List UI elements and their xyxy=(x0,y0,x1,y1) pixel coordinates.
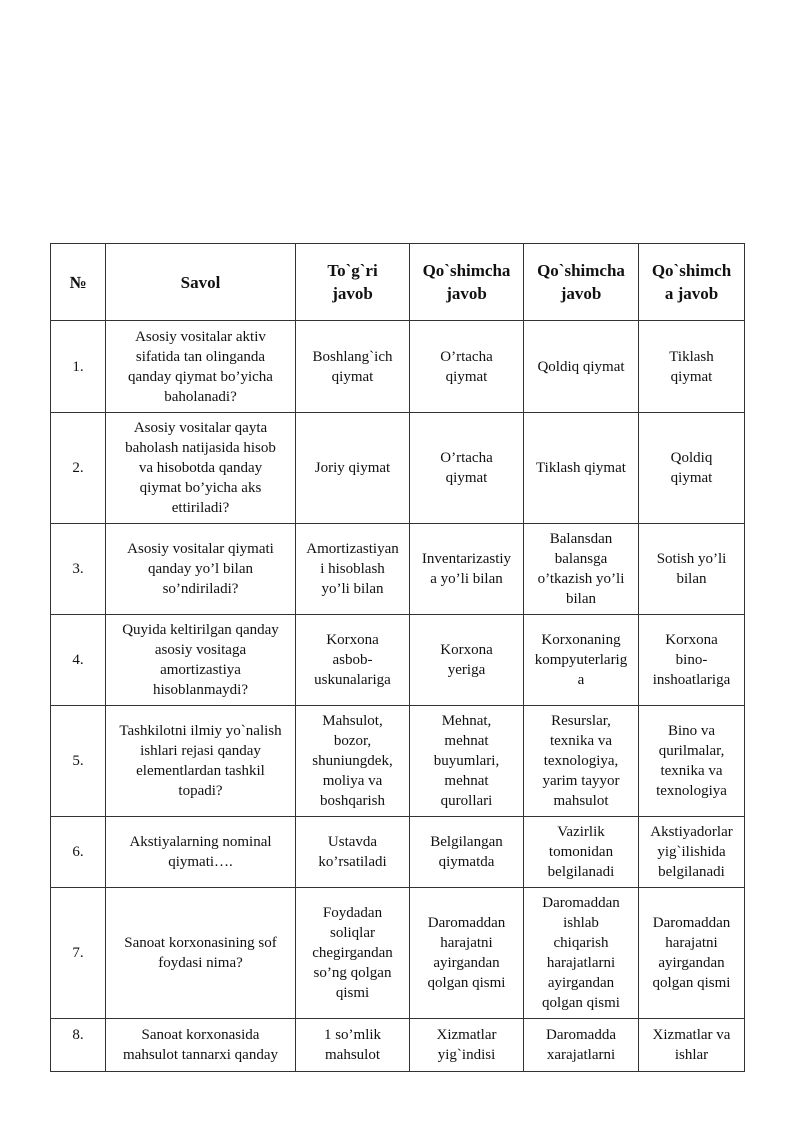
alt-answer-1-cell: Daromaddan harajatni ayirgandan qolgan qismi xyxy=(410,888,524,1019)
question-cell: Sanoat korxonasining sof foydasi nima? xyxy=(106,888,296,1019)
table-row xyxy=(51,817,745,888)
question-cell: Asosiy vositalar aktiv sifatida tan olinganda qanday qiymat bo’yicha baholanadi? xyxy=(106,321,296,413)
header-question: Savol xyxy=(106,244,296,321)
alt-answer-2-cell: Daromadda xarajatlarni xyxy=(524,1019,639,1072)
table-row xyxy=(51,615,745,706)
alt-answer-1-cell: Korxona yeriga xyxy=(410,615,524,706)
correct-answer-cell: Mahsulot, bozor, shuniungdek, moliya va boshqarish xyxy=(296,706,410,817)
alt-answer-1-cell: O’rtacha qiymat xyxy=(410,321,524,413)
alt-answer-1-cell: Belgilangan qiymatda xyxy=(410,817,524,888)
question-cell: Sanoat korxonasida mahsulot tannarxi qanday xyxy=(106,1019,296,1072)
alt-answer-2-cell: Tiklash qiymat xyxy=(524,413,639,524)
question-cell: Asosiy vositalar qiymati qanday yo’l bilan so’ndiriladi? xyxy=(106,524,296,615)
question-cell: Quyida keltirilgan qanday asosiy vositaga amortizastiya hisoblanmaydi? xyxy=(106,615,296,706)
alt-answer-1-cell: Mehnat, mehnat buyumlari, mehnat qurollari xyxy=(410,706,524,817)
alt-answer-2-cell: Vazirlik tomonidan belgilanadi xyxy=(524,817,639,888)
alt-answer-1-cell: O’rtacha qiymat xyxy=(410,413,524,524)
quiz-table xyxy=(50,243,745,1072)
alt-answer-2-cell: Daromaddan ishlab chiqarish harajatlarni ayirgandan qolgan qismi xyxy=(524,888,639,1019)
table-header-row xyxy=(51,244,745,321)
table-row xyxy=(51,321,745,413)
correct-answer-cell: Joriy qiymat xyxy=(296,413,410,524)
question-cell: Akstiyalarning nominal qiymati…. xyxy=(106,817,296,888)
correct-answer-cell: Korxona asbob- uskunalariga xyxy=(296,615,410,706)
row-number: 7. xyxy=(51,888,106,1019)
table-row xyxy=(51,413,745,524)
alt-answer-3-cell: Sotish yo’li bilan xyxy=(639,524,745,615)
table-row xyxy=(51,524,745,615)
table-row xyxy=(51,706,745,817)
alt-answer-1-cell: Inventarizastiy a yo’li bilan xyxy=(410,524,524,615)
alt-answer-3-cell: Daromaddan harajatni ayirgandan qolgan qismi xyxy=(639,888,745,1019)
row-number: 2. xyxy=(51,413,106,524)
row-number: 1. xyxy=(51,321,106,413)
correct-answer-cell: 1 so’mlik mahsulot xyxy=(296,1019,410,1072)
row-number: 4. xyxy=(51,615,106,706)
row-number: 5. xyxy=(51,706,106,817)
alt-answer-3-cell: Korxona bino- inshoatlariga xyxy=(639,615,745,706)
alt-answer-3-cell: Akstiyadorlar yig`ilishida belgilanadi xyxy=(639,817,745,888)
question-cell: Asosiy vositalar qayta baholash natijasida hisob va hisobotda qanday qiymat bo’yicha aks ettiriladi? xyxy=(106,413,296,524)
row-number: 3. xyxy=(51,524,106,615)
alt-answer-3-cell: Tiklash qiymat xyxy=(639,321,745,413)
alt-answer-2-cell: Qoldiq qiymat xyxy=(524,321,639,413)
alt-answer-3-cell: Xizmatlar va ishlar xyxy=(639,1019,745,1072)
alt-answer-3-cell: Qoldiq qiymat xyxy=(639,413,745,524)
alt-answer-2-cell: Balansdan balansga o’tkazish yo’li bilan xyxy=(524,524,639,615)
header-alt-answer-3: Qo`shimch a javob xyxy=(639,244,745,321)
correct-answer-cell: Ustavda ko’rsatiladi xyxy=(296,817,410,888)
row-number: 6. xyxy=(51,817,106,888)
correct-answer-cell: Boshlang`ich qiymat xyxy=(296,321,410,413)
alt-answer-2-cell: Resurslar, texnika va texnologiya, yarim tayyor mahsulot xyxy=(524,706,639,817)
alt-answer-2-cell: Korxonaning kompyuterlarig a xyxy=(524,615,639,706)
table-row xyxy=(51,1019,745,1072)
row-number: 8. xyxy=(51,1019,106,1072)
header-alt-answer-1: Qo`shimcha javob xyxy=(410,244,524,321)
header-correct-answer: To`g`ri javob xyxy=(296,244,410,321)
header-alt-answer-2: Qo`shimcha javob xyxy=(524,244,639,321)
header-number: № xyxy=(51,244,106,321)
table-row xyxy=(51,888,745,1019)
alt-answer-3-cell: Bino va qurilmalar, texnika va texnologiya xyxy=(639,706,745,817)
correct-answer-cell: Amortizastiyan i hisoblash yo’li bilan xyxy=(296,524,410,615)
alt-answer-1-cell: Xizmatlar yig`indisi xyxy=(410,1019,524,1072)
correct-answer-cell: Foydadan soliqlar chegirgandan so’ng qolgan qismi xyxy=(296,888,410,1019)
question-cell: Tashkilotni ilmiy yo`nalish ishlari rejasi qanday elementlardan tashkil topadi? xyxy=(106,706,296,817)
